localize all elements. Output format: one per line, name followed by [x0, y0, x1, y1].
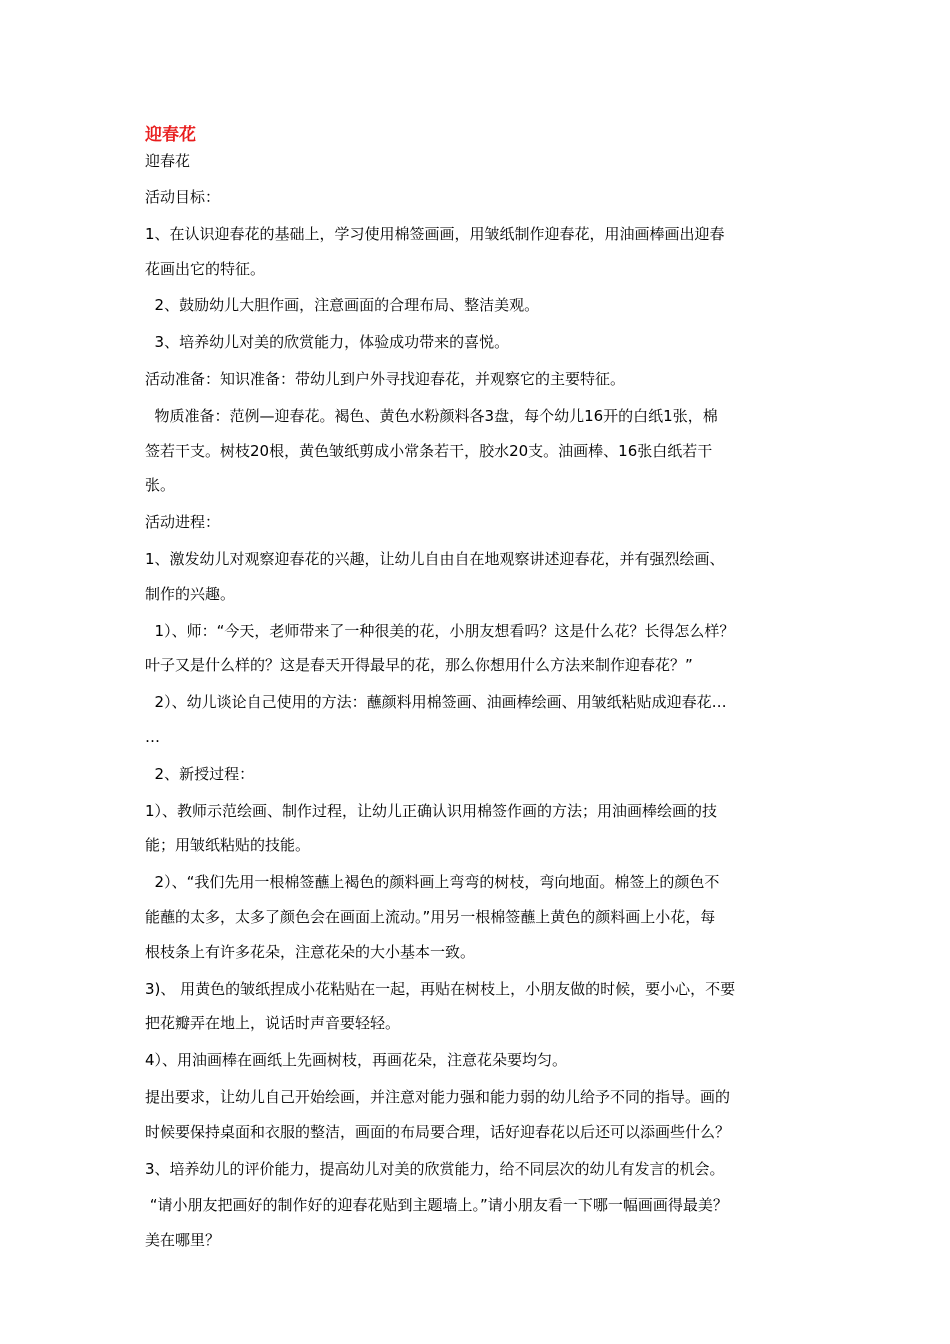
paragraph [145, 325, 825, 360]
paragraph [145, 505, 825, 540]
text-line: 3、培养幼儿的评价能力，提高幼儿对美的欣赏能力，给不同层次的幼儿有发言的机会。 [145, 1159, 725, 1178]
paragraph [145, 614, 825, 684]
paragraph [145, 217, 825, 287]
text-line: 1）、教师示范绘画、制作过程，让幼儿正确认识用棉签作画的方法；用油画棒绘画的技 [145, 801, 718, 820]
text-line: 能；用皱纸粘贴的技能。 [145, 836, 311, 855]
text-line: 时候要保持桌面和衣服的整洁，画面的布局要合理，话好迎春花以后还可以添画些什么？ [145, 1122, 731, 1141]
paragraph [145, 865, 825, 969]
text-line: 花画出它的特征。 [145, 259, 266, 278]
paragraph [145, 972, 825, 1042]
text-line: 张。 [145, 476, 176, 495]
document-page [145, 122, 825, 1260]
text-line: “请小朋友把画好的制作好的迎春花贴到主题墙上。”请小朋友看一下哪一幅画画得最美？ [145, 1196, 728, 1215]
text-line: 制作的兴趣。 [145, 584, 236, 603]
paragraph [145, 180, 825, 215]
paragraph [145, 794, 825, 864]
text-line: 2、鼓励幼儿大胆作画，注意画面的合理布局、整洁美观。 [145, 296, 540, 315]
text-line: 活动目标： [145, 188, 221, 206]
paragraph [145, 362, 825, 397]
text-line: 签若干支。树枝20根，黄色皱纸剪成小常条若干，胶水20支。油画棒、16张白纸若干 [145, 441, 713, 460]
text-line: 活动进程： [145, 513, 221, 532]
text-line: 1、在认识迎春花的基础上，学习使用棉签画画，用皱纸制作迎春花，用油画棒画出迎春 [145, 224, 725, 243]
text-line: 3)、 用黄色的皱纸捏成小花粘贴在一起，再贴在树枝上，小朋友做的时候，要小心，不要 [145, 979, 736, 998]
text-line: 叶子又是什么样的？这是春天开得最早的花，那么你想用什么方法来制作迎春花？” [145, 656, 693, 675]
paragraph [145, 1080, 825, 1150]
text-line: 1、激发幼儿对观察迎春花的兴趣，让幼儿自由自在地观察讲述迎春花，并有强烈绘画、 [145, 549, 725, 568]
paragraph [145, 757, 825, 792]
document-body [145, 180, 825, 1258]
text-line: 2）、“我们先用一根棉签蘸上褐色的颜料画上弯弯的树枝，弯向地面。棉签上的颜色不 [145, 873, 720, 892]
text-line: 物质准备：范例—迎春花。褐色、黄色水粉颜料各3盘，每个幼儿16开的白纸1张，棉 [145, 406, 718, 425]
text-line: 能蘸的太多，太多了颜色会在画面上流动。”用另一根棉签蘸上黄色的颜料画上小花，每 [145, 907, 716, 926]
text-line: 2）、幼儿谈论自己使用的方法：蘸颜料用棉签画、油画棒绘画、用皱纸粘贴成迎春花… [145, 693, 727, 712]
text-line: 活动准备：知识准备：带幼儿到户外寻找迎春花，并观察它的主要特征。 [145, 369, 626, 388]
text-line: 把花瓣弄在地上，说话时声音要轻轻。 [145, 1014, 401, 1033]
text-line: 4）、用油画棒在画纸上先画树枝，再画花朵，注意花朵要均匀。 [145, 1051, 568, 1070]
paragraph [145, 685, 825, 755]
text-line: 提出要求，让幼儿自己开始绘画，并注意对能力强和能力弱的幼儿给予不同的指导。画的 [145, 1087, 731, 1106]
document-subtitle: 迎春花 [145, 152, 191, 170]
text-line: 根枝条上有许多花朵，注意花朵的大小基本一致。 [145, 942, 476, 961]
paragraph [145, 399, 825, 503]
text-line: … [145, 727, 160, 746]
paragraph [145, 1043, 825, 1078]
text-line: 1）、师：“今天，老师带来了一种很美的花，小朋友想看吗？这是什么花？长得怎么样？ [145, 621, 735, 640]
paragraph [145, 1152, 825, 1187]
text-line: 3、培养幼儿对美的欣赏能力，体验成功带来的喜悦。 [145, 333, 510, 352]
paragraph [145, 288, 825, 323]
text-line: 2、新授过程： [145, 764, 255, 783]
paragraph [145, 542, 825, 612]
text-line: 美在哪里？ [145, 1231, 221, 1250]
document-title: 迎春花 [145, 125, 196, 145]
paragraph [145, 1188, 825, 1258]
